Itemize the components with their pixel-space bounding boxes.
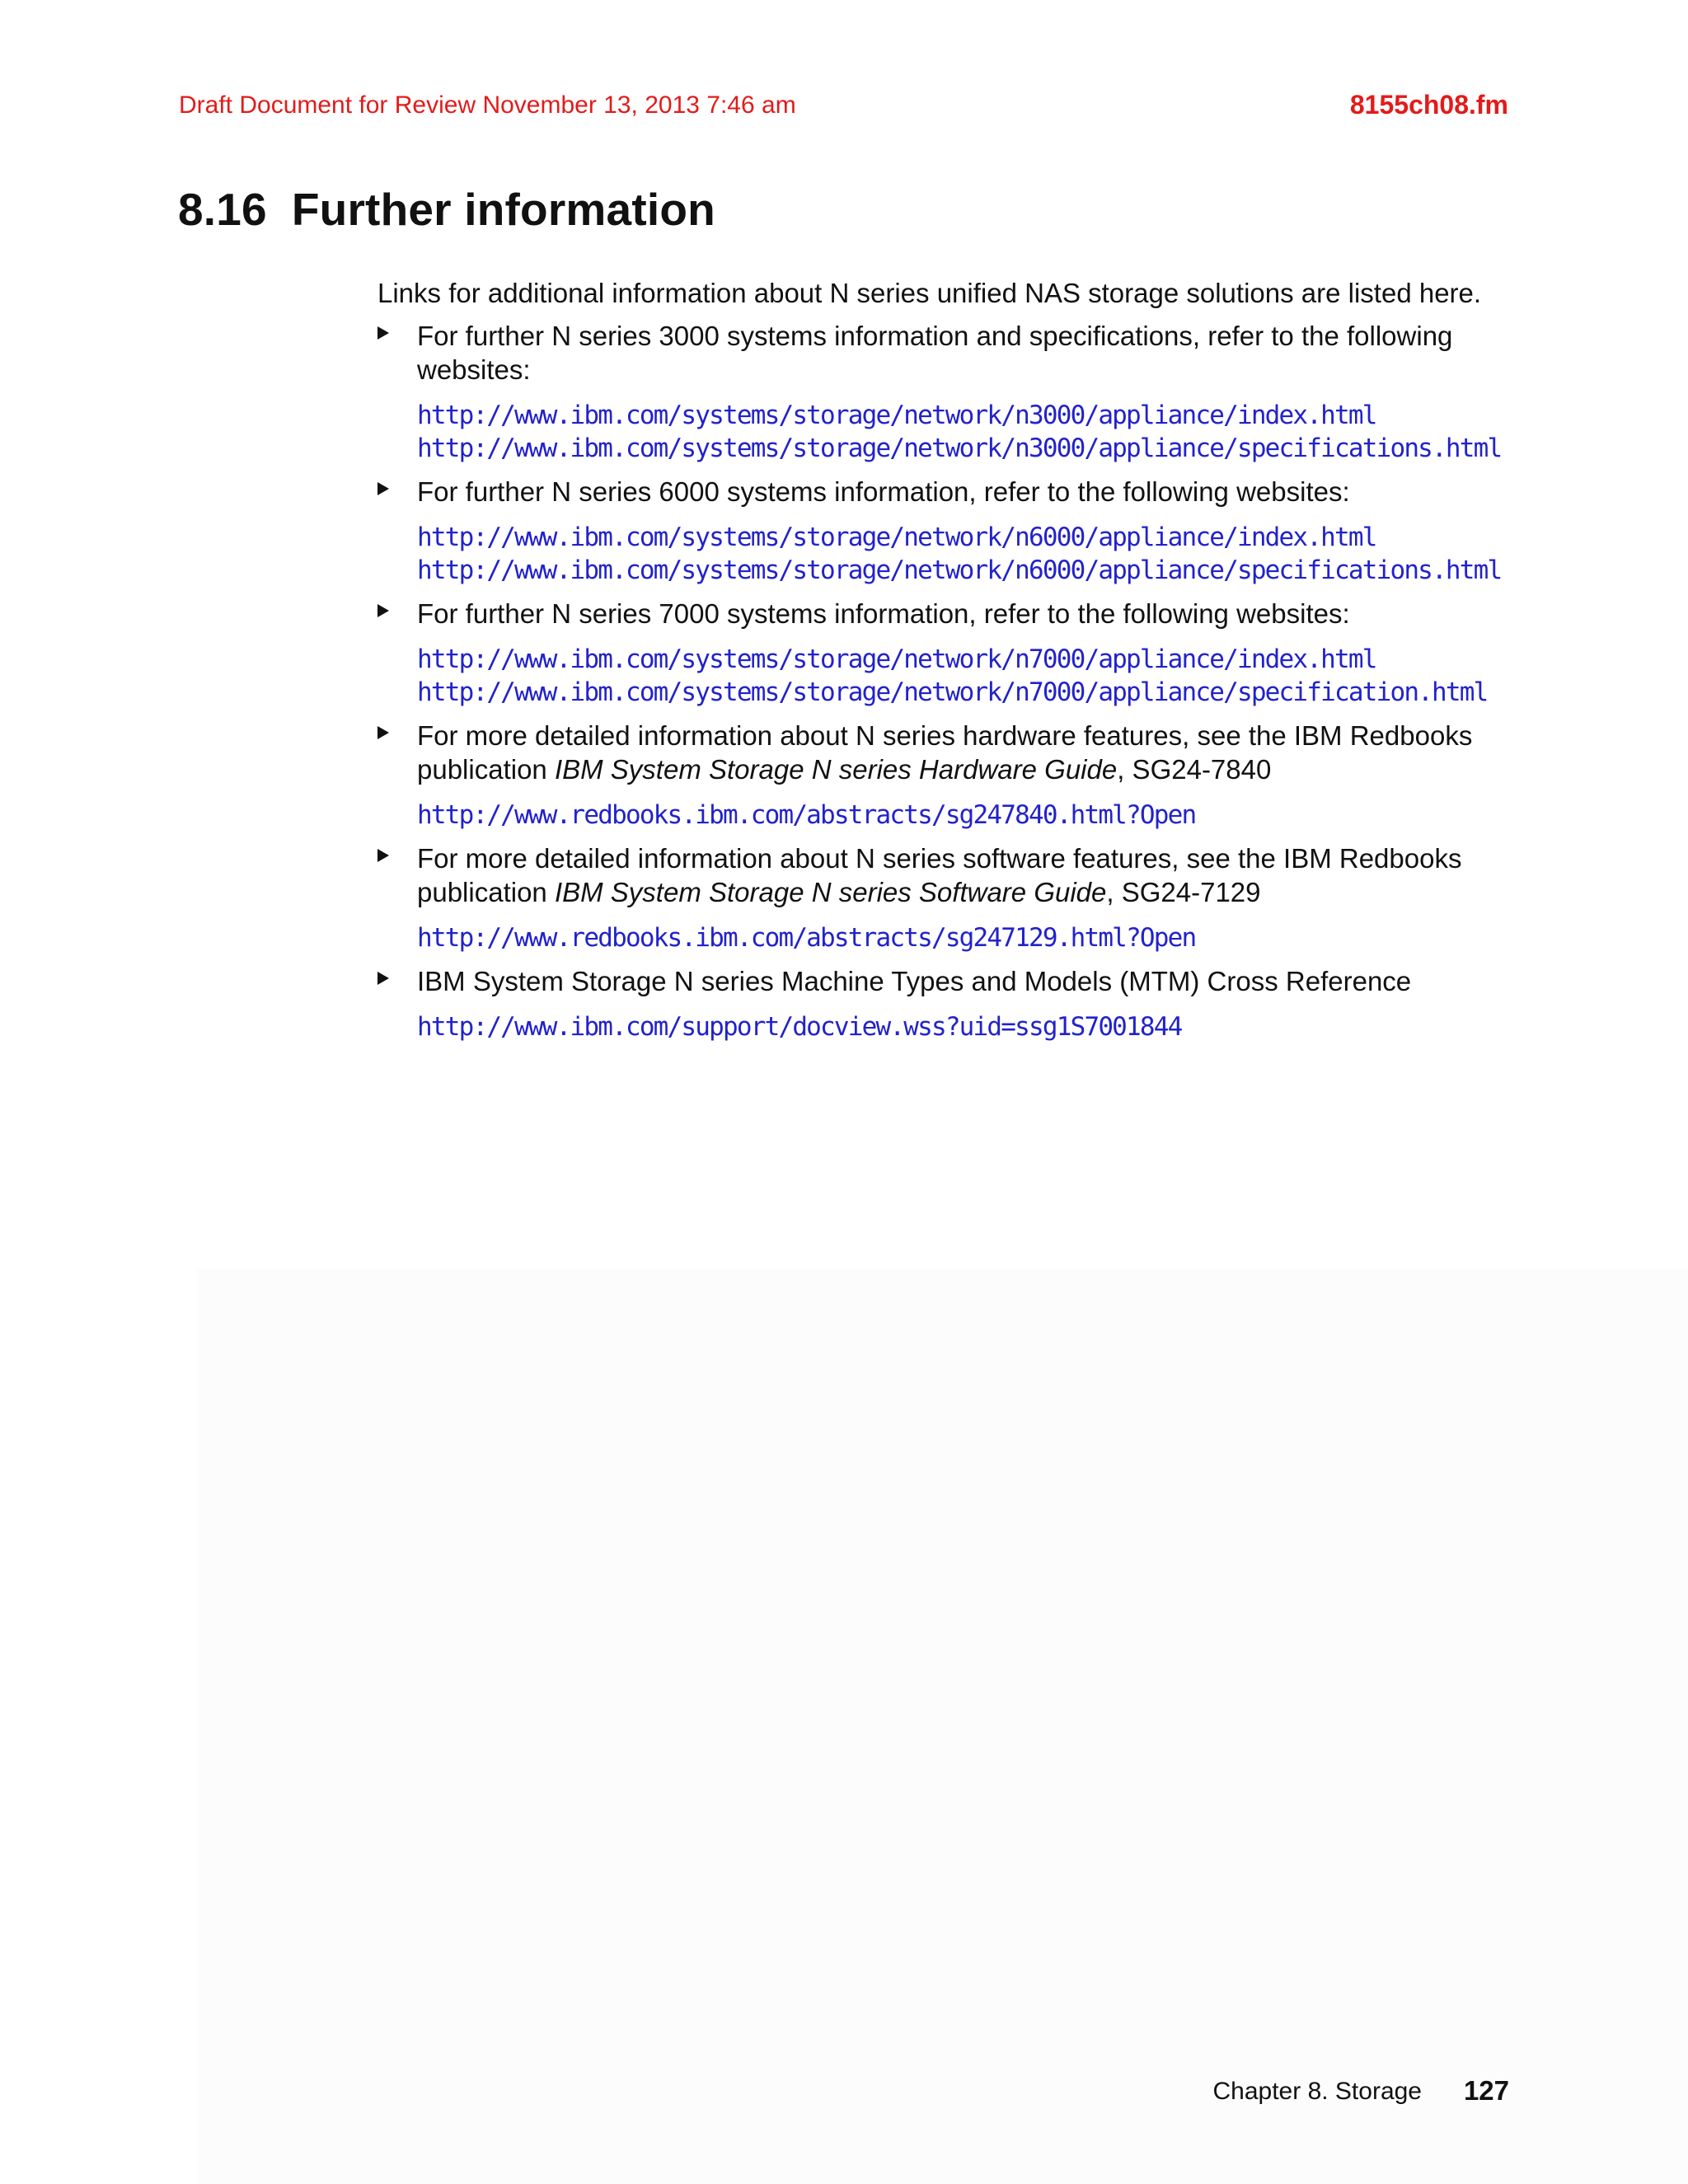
bullet-text-lead: For more detailed information about N series software features, see the IBM Redbooks publication <box>417 843 1462 907</box>
n7000-index-link[interactable]: http://www.ibm.com/systems/storage/network/n7000/appliance/index.html <box>417 644 1376 674</box>
link-list <box>417 643 1531 709</box>
book-number: , SG24-7840 <box>1117 754 1272 785</box>
bullet-text-lead: For more detailed information about N series hardware features, see the IBM Redbooks publication <box>417 720 1473 785</box>
page-number: 127 <box>1463 2075 1509 2106</box>
draft-review-note: Draft Document for Review November 13, 2013 7:46 am <box>179 91 796 119</box>
triangle-bullet-icon <box>377 326 389 340</box>
triangle-bullet-icon <box>377 726 389 739</box>
link-list <box>417 799 1531 832</box>
link-list <box>417 399 1531 465</box>
file-name: 8155ch08.fm <box>1349 90 1508 120</box>
list-item <box>377 319 1531 465</box>
list-item <box>377 964 1531 1043</box>
list-item <box>377 719 1531 832</box>
bullet-text <box>417 719 1531 786</box>
link-list <box>417 921 1531 954</box>
bullet-text: For further N series 7000 systems information, refer to the following websites: <box>417 598 1350 629</box>
section-heading <box>178 183 715 236</box>
footer-chapter: Chapter 8. Storage <box>1212 2078 1422 2105</box>
software-guide-link[interactable]: http://www.redbooks.ibm.com/abstracts/sg247129.html?Open <box>417 923 1196 953</box>
list-item <box>377 597 1531 709</box>
book-title: IBM System Storage N series Software Guide <box>554 877 1107 907</box>
bullet-text: IBM System Storage N series Machine Types and Models (MTM) Cross Reference <box>417 966 1412 996</box>
mtm-cross-reference-link[interactable]: http://www.ibm.com/support/docview.wss?uid=ssg1S7001844 <box>417 1012 1182 1042</box>
list-item <box>377 841 1531 954</box>
hardware-guide-link[interactable]: http://www.redbooks.ibm.com/abstracts/sg247840.html?Open <box>417 800 1196 830</box>
n3000-index-link[interactable]: http://www.ibm.com/systems/storage/network/n3000/appliance/index.html <box>417 401 1376 430</box>
triangle-bullet-icon <box>377 972 389 985</box>
section-number: 8.16 <box>178 184 267 235</box>
page-background <box>198 1269 1688 2184</box>
n7000-specification-link[interactable]: http://www.ibm.com/systems/storage/network/n7000/appliance/specification.html <box>417 677 1488 707</box>
n6000-index-link[interactable]: http://www.ibm.com/systems/storage/network/n6000/appliance/index.html <box>417 523 1376 552</box>
n6000-specifications-link[interactable]: http://www.ibm.com/systems/storage/network/n6000/appliance/specifications.html <box>417 555 1502 585</box>
bullet-text <box>417 841 1531 909</box>
link-list <box>417 521 1531 587</box>
bullet-text: For further N series 6000 systems information, refer to the following websites: <box>417 476 1350 507</box>
main-content <box>377 276 1531 1053</box>
intro-paragraph: Links for additional information about N series unified NAS storage solutions are listed here. <box>377 278 1482 308</box>
n3000-specifications-link[interactable]: http://www.ibm.com/systems/storage/network/n3000/appliance/specifications.html <box>417 434 1502 463</box>
link-list <box>417 1010 1531 1043</box>
triangle-bullet-icon <box>377 604 389 617</box>
bullet-text: For further N series 3000 systems information and specifications, refer to the following websites: <box>417 321 1453 385</box>
section-title: Further information <box>291 184 715 235</box>
book-number: , SG24-7129 <box>1106 877 1261 907</box>
triangle-bullet-icon <box>377 849 389 862</box>
triangle-bullet-icon <box>377 482 389 495</box>
list-item <box>377 475 1531 587</box>
book-title: IBM System Storage N series Hardware Guide <box>554 754 1118 785</box>
